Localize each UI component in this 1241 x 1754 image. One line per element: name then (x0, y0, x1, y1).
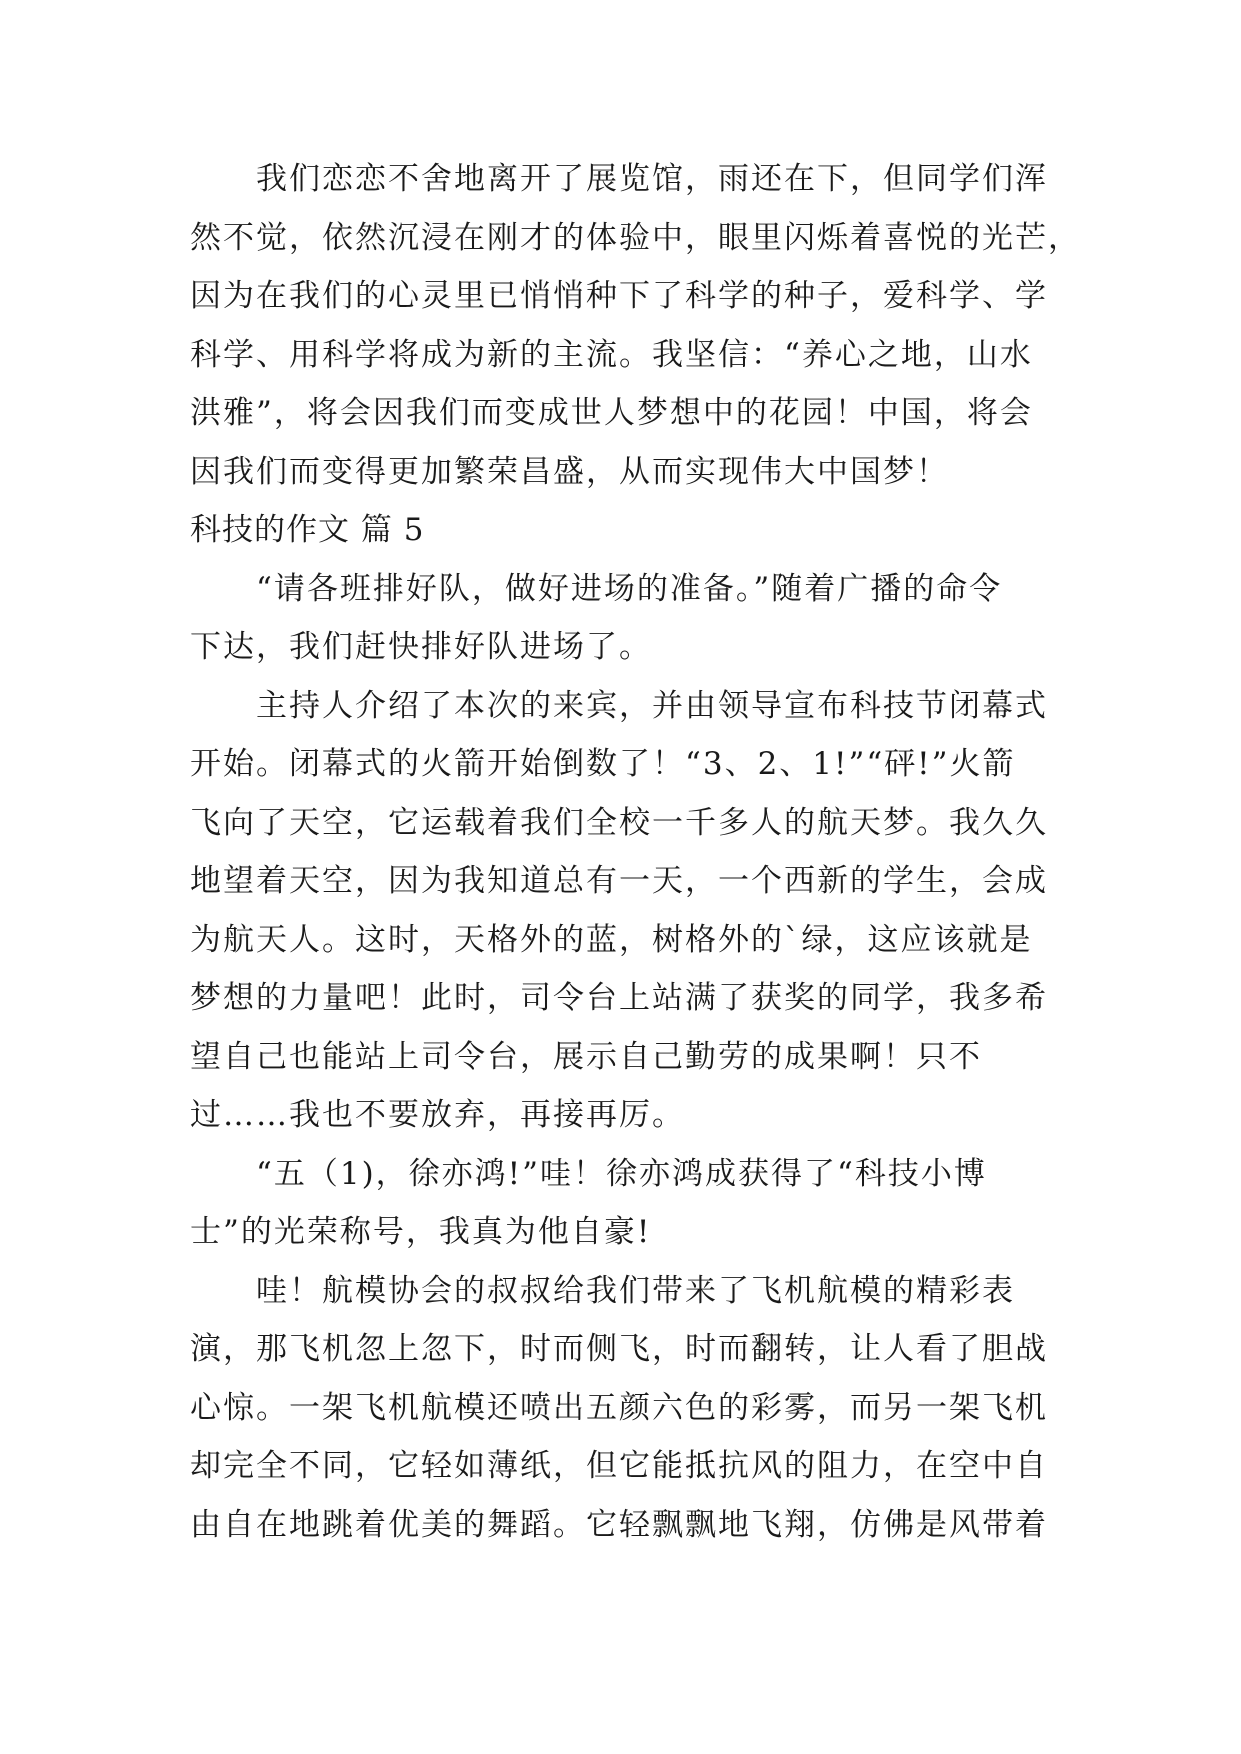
text-line: 因我们而变得更加繁荣昌盛，从而实现伟大中国梦！ (190, 453, 949, 490)
text-line: 我们恋恋不舍地离开了展览馆，雨还在下，但同学们浑 (256, 161, 1048, 197)
text-line: 心惊。一架飞机航模还喷出五颜六色的彩雾，而另一架飞机 (190, 1389, 1048, 1426)
text-line: 望自己也能站上司令台，展示自己勤劳的成果啊！只不 (190, 1038, 982, 1075)
text-line: 过……我也不要放弃，再接再厉。 (190, 1097, 685, 1133)
document-page (190, 150, 1081, 1554)
text-line: 开始。闭幕式的火箭开始倒数了！“3、2、1!”“砰!”火箭 (190, 746, 1016, 782)
text-line: 下达，我们赶快排好队进场了。 (190, 629, 652, 665)
text-line: 主持人介绍了本次的来宾，并由领导宣布科技节闭幕式 (256, 687, 1048, 724)
text-line: 洪雅”，将会因我们而变成世人梦想中的花园！中国，将会 (190, 395, 1033, 431)
text-line: 却完全不同，它轻如薄纸，但它能抵抗风的阻力，在空中自 (190, 1448, 1048, 1484)
section-heading: 科技的作文 篇 5 (190, 512, 425, 548)
text-line: 科学、用科学将成为新的主流。我坚信：“养心之地，山水 (190, 336, 1033, 373)
text-line: 演，那飞机忽上忽下，时而侧飞，时而翻转，让人看了胆战 (190, 1331, 1048, 1367)
text-line: 由自在地跳着优美的舞蹈。它轻飘飘地飞翔，仿佛是风带着 (190, 1506, 1048, 1543)
text-line: “请各班排好队，做好进场的准备。”随着广播的命令 (256, 570, 1003, 607)
text-line: 士”的光荣称号，我真为他自豪! (190, 1214, 652, 1250)
text-line: 飞向了天空，它运载着我们全校一千多人的航天梦。我久久 (190, 804, 1048, 841)
text-line: 为航天人。这时，天格外的蓝，树格外的`绿，这应该就是 (190, 921, 1033, 958)
text-line: 梦想的力量吧！此时，司令台上站满了获奖的同学，我多希 (190, 980, 1048, 1016)
text-line: 地望着天空，因为我知道总有一天，一个西新的学生，会成 (190, 863, 1048, 899)
text-line: “五（1)，徐亦鸿!”哇！徐亦鸿成获得了“科技小博 (256, 1155, 987, 1192)
text-line: 因为在我们的心灵里已悄悄种下了科学的种子，爱科学、学 (190, 278, 1048, 314)
text-line: 哇！航模协会的叔叔给我们带来了飞机航模的精彩表 (256, 1272, 1015, 1309)
text-line: 然不觉，依然沉浸在刚才的体验中，眼里闪烁着喜悦的光芒， (190, 219, 1081, 256)
